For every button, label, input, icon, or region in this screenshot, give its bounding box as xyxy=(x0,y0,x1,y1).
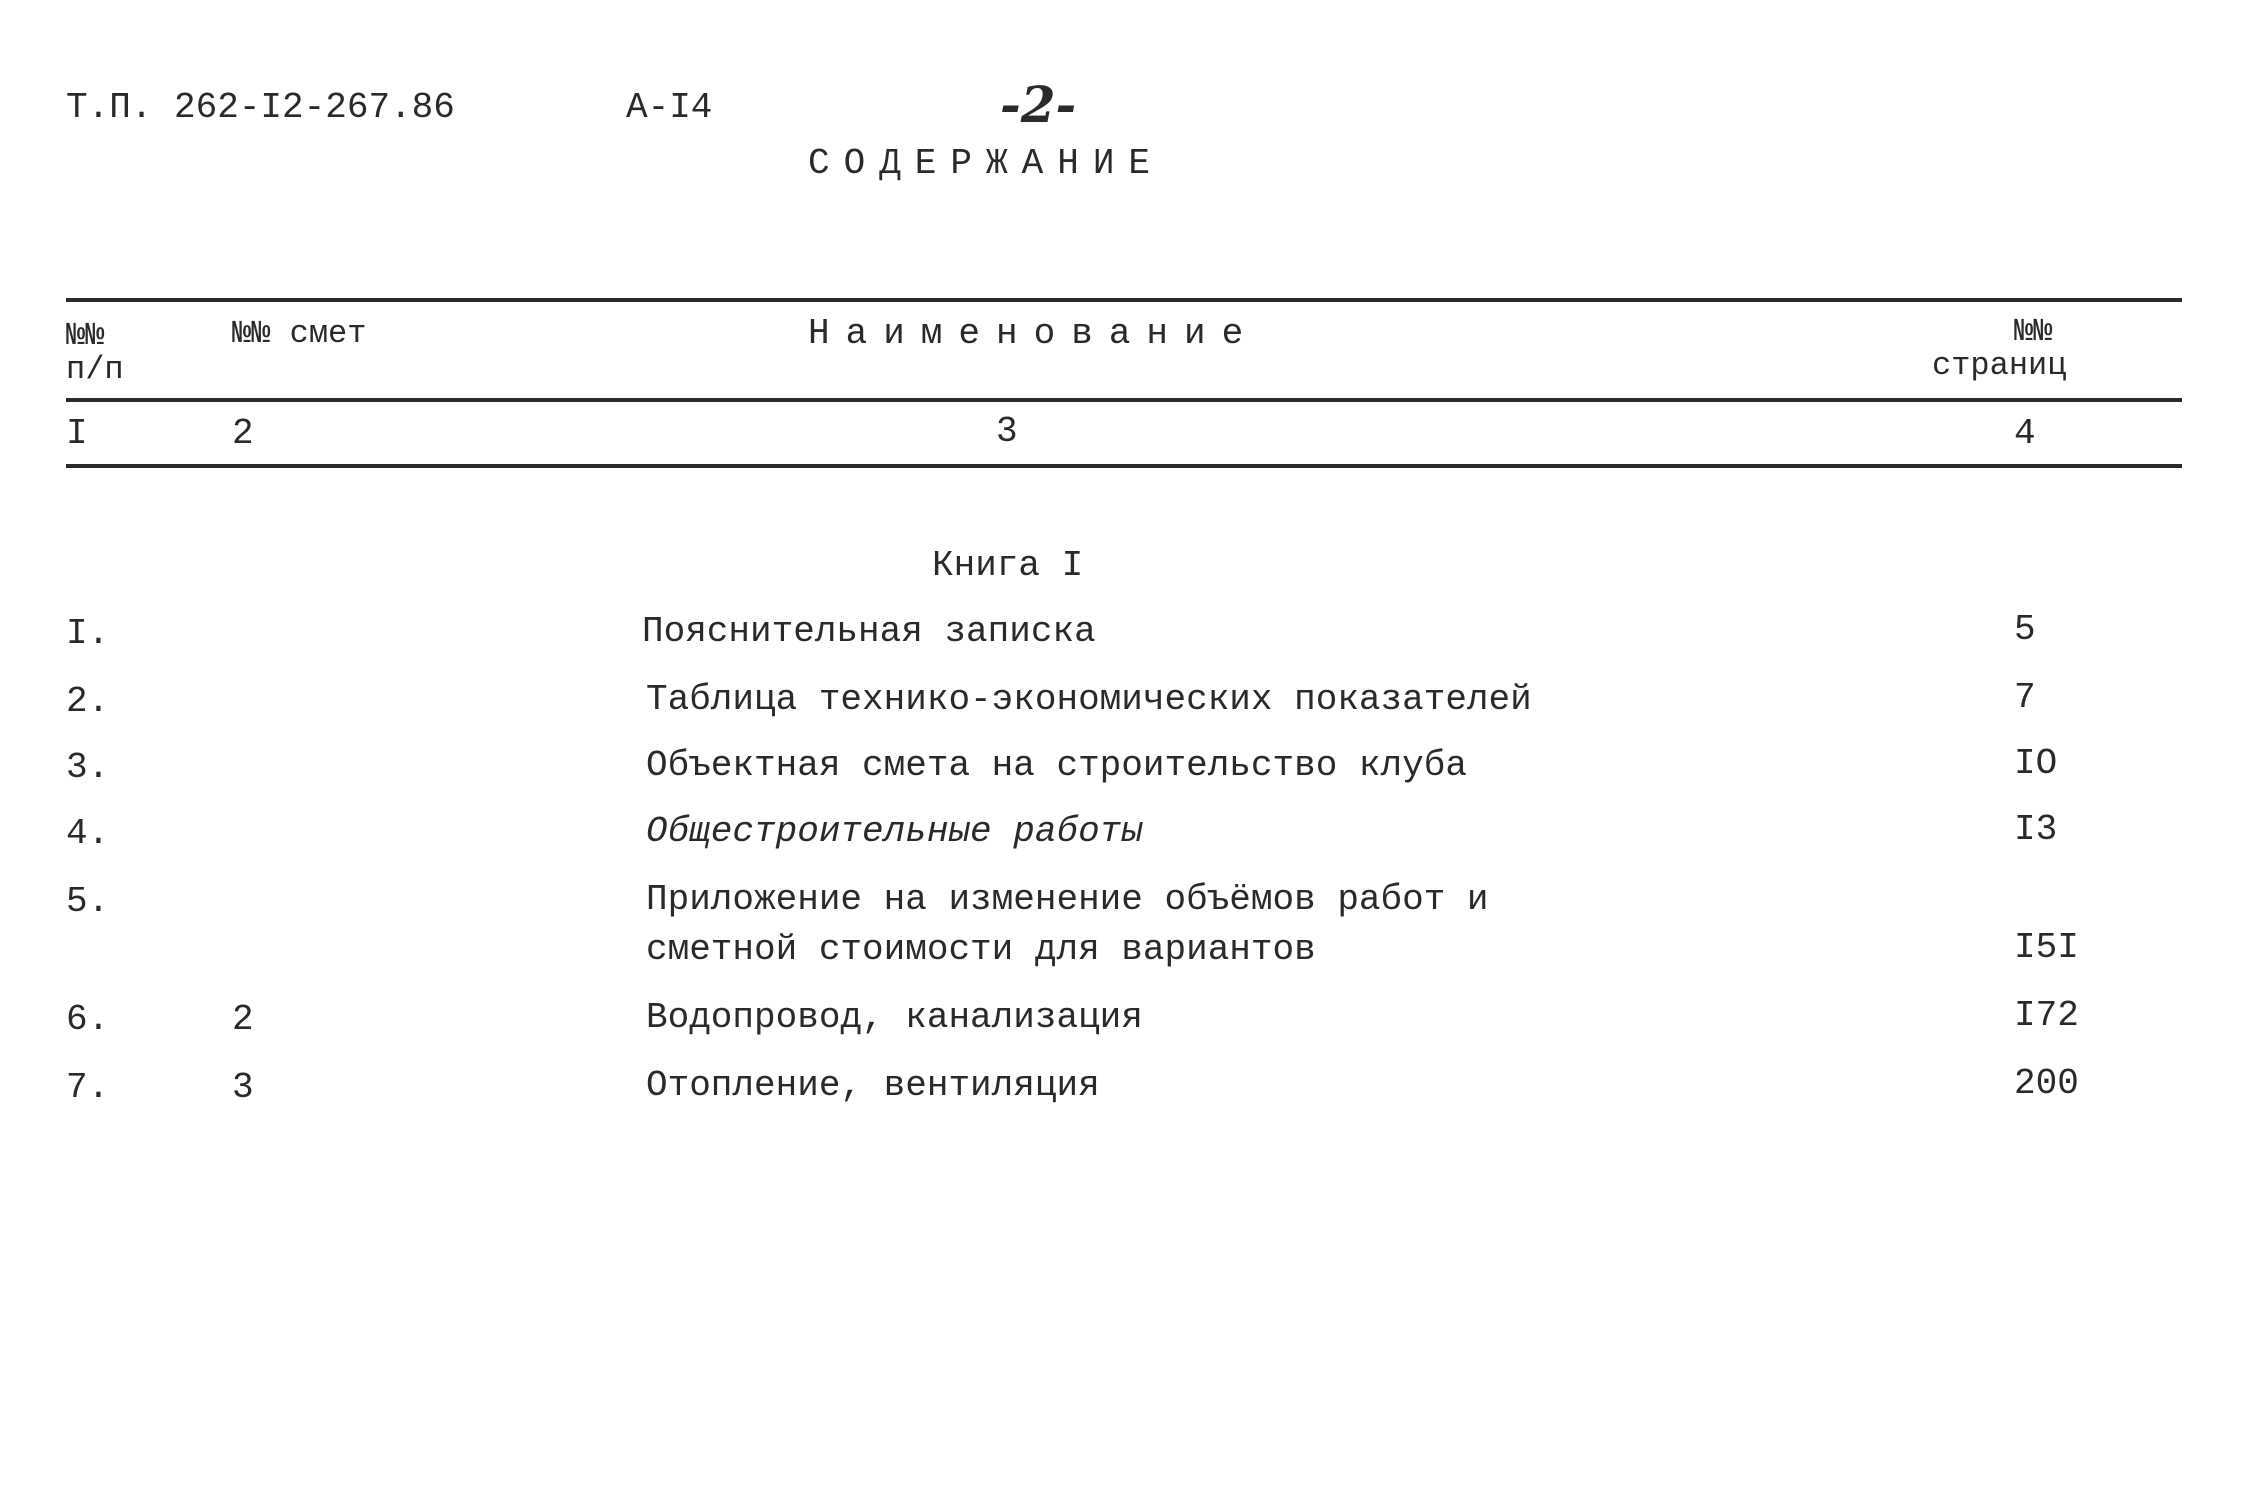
page-number: -2- xyxy=(1000,75,1077,134)
col-header-pages-line1: №№ xyxy=(2014,313,2053,350)
col-number-3: 3 xyxy=(996,411,1018,452)
row-6-num: 6. xyxy=(66,999,110,1040)
row-7-estimate: 3 xyxy=(232,1067,254,1108)
row-4-num: 4. xyxy=(66,813,110,854)
col-header-name: Наименование xyxy=(808,313,1260,354)
album-number: А-I4 xyxy=(626,87,713,128)
row-7-name: Отопление, вентиляция xyxy=(646,1065,1100,1106)
row-5-num: 5. xyxy=(66,881,110,922)
col-number-4: 4 xyxy=(2014,413,2036,454)
row-2-page: 7 xyxy=(2014,677,2036,718)
row-7-num: 7. xyxy=(66,1067,110,1108)
row-7-page: 200 xyxy=(2014,1063,2079,1104)
row-4-name: Общестроительные работы xyxy=(646,811,1143,852)
col-number-1: I xyxy=(66,413,88,454)
header-bottom-rule xyxy=(66,398,2182,402)
col-header-estimate: №№ смет xyxy=(232,315,367,352)
section-title: Книга I xyxy=(932,545,1084,586)
row-4-page: I3 xyxy=(2014,809,2058,850)
row-1-name: Пояснительная записка xyxy=(642,611,1096,652)
row-6-estimate: 2 xyxy=(232,999,254,1040)
row-1-num: I. xyxy=(66,613,110,654)
document-code: Т.П. 262-I2-267.86 xyxy=(66,87,455,128)
row-3-page: IO xyxy=(2014,743,2058,784)
col-number-2: 2 xyxy=(232,413,254,454)
row-6-page: I72 xyxy=(2014,995,2079,1036)
row-3-num: 3. xyxy=(66,747,110,788)
row-5-page: I5I xyxy=(2014,927,2079,968)
row-3-name: Объектная смета на строительство клуба xyxy=(646,745,1467,786)
page-title: СОДЕРЖАНИЕ xyxy=(808,143,1165,184)
col-header-num-line2: п/п xyxy=(66,351,124,388)
row-2-name: Таблица технико-экономических показателей xyxy=(646,679,1532,720)
row-1-page: 5 xyxy=(2014,609,2036,650)
numbers-bottom-rule xyxy=(66,464,2182,468)
row-6-name: Водопровод, канализация xyxy=(646,997,1143,1038)
table-top-rule xyxy=(66,298,2182,302)
row-5-name-line1: Приложение на изменение объёмов работ и xyxy=(646,879,1489,920)
col-header-num-line1: №№ xyxy=(66,317,105,354)
row-5-name-line2: сметной стоимости для вариантов xyxy=(646,929,1316,970)
row-2-num: 2. xyxy=(66,681,110,722)
col-header-pages-line2: страниц xyxy=(1932,347,2067,384)
